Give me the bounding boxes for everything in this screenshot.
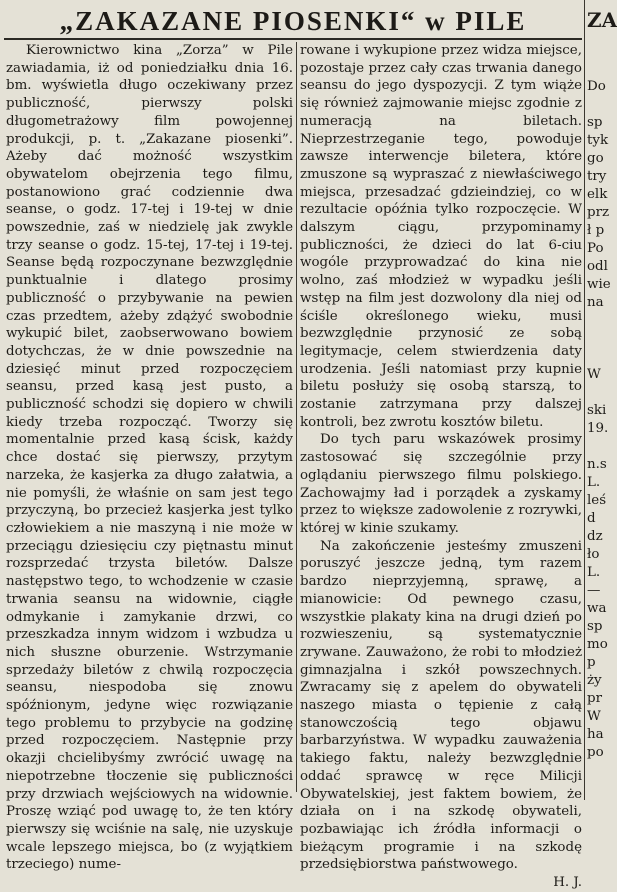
adjacent-line-fragment: sp bbox=[587, 619, 603, 634]
adjacent-line-fragment: n.s bbox=[587, 457, 607, 472]
adjacent-line-fragment: leś bbox=[587, 493, 607, 508]
adjacent-line-fragment bbox=[587, 96, 617, 114]
adjacent-line-fragment: odl bbox=[587, 259, 608, 274]
adjacent-line-fragment: ha bbox=[587, 727, 604, 742]
adjacent-line-fragment: sp bbox=[587, 115, 603, 130]
headline-rule bbox=[4, 38, 582, 40]
adjacent-line-fragment bbox=[587, 330, 617, 348]
adjacent-line-fragment: L. bbox=[587, 475, 601, 490]
article-headline: „ZAKAZANE PIOSENKI“ w PILE bbox=[59, 6, 527, 36]
article-paragraph: rowane i wykupione przez widza miejsce, pozostaje przez cały czas trwania danego seansu do jego dyspozycji. Z tym wiąże się również zajmowanie miejsc zgodnie z numeracją na biletach. Nieprzestrzeganie tego, powoduje zawsze interwencje biletera, które zmuszone są wypraszać z niewłaściwego miejsca, przesadzać gdzieindziej, co w rezultacie opóźnia tylko rozpoczęcie. W dalszym ciągu, przypominamy publiczności, że dzieci do lat 6-ciu wogóle przyprowadzać do kina nie wolno, zaś młodzież w wypadku jeśli wstęp na film jest dozwolony dla niej od ściśle określonego wieku, musi bezwzględnie przynosić ze sobą legitymacje, celem stwierdzenia daty urodzenia. Jeśli natomiast przy kupnie biletu posłuży się osobą starszą, to zostanie zatrzymana przy dalszej kontroli, bez zwrotu kosztów biletu. bbox=[300, 43, 582, 430]
adjacent-line-fragment bbox=[587, 438, 617, 456]
adjacent-line-fragment: p bbox=[587, 655, 596, 670]
adjacent-line-fragment: Po bbox=[587, 241, 604, 256]
adjacent-line-fragment: ł p bbox=[587, 223, 605, 238]
adjacent-line-fragment: dz bbox=[587, 529, 603, 544]
adjacent-line-fragment: ski bbox=[587, 403, 607, 418]
article-column-right bbox=[300, 42, 582, 891]
adjacent-line-fragment: 19. bbox=[587, 421, 609, 436]
article-paragraph: Na zakończenie jesteśmy zmuszeni poruszyć jeszcze jedną, tym razem bardzo nieprzyjemną, sprawę, a mianowicie: Od pewnego czasu, wszystkie plakaty kina na drugi dzień po rozwieszeniu, są systematycznie zrywane. Zauważono, że robi to młodzież gimnazjalna i szkół powszechnych. Zwracamy się z apelem do obywateli naszego miasta o tępienie z całą stanowczością tego objawu barbarzyństwa. W wypadku zauważenia takiego faktu, należy bezwzględnie oddać sprawcę w ręce Milicji Obywatelskiej, jest faktem bowiem, że działa on i na szkodę obywateli, pozbawiając ich źródła informacji o bieżącym programie i na szkodę przedsiębiorstwa państwowego. bbox=[300, 538, 582, 873]
adjacent-line-fragment: d bbox=[587, 511, 596, 526]
adjacent-line-fragment: tyk bbox=[587, 133, 609, 148]
adjacent-line-fragment: Do bbox=[587, 79, 606, 94]
adjacent-headline-fragment: ZA bbox=[587, 8, 617, 32]
adjacent-line-fragment: wa bbox=[587, 601, 607, 616]
adjacent-line-fragment: L. bbox=[587, 565, 601, 580]
adjacent-lines bbox=[587, 78, 617, 762]
adjacent-line-fragment bbox=[587, 384, 617, 402]
adjacent-line-fragment: try bbox=[587, 169, 607, 184]
adjacent-line-fragment: prz bbox=[587, 205, 610, 220]
article-paragraph: Do tych paru wskazówek prosimy zastosować się szczególnie przy oglądaniu pierwszego filmu polskiego. Zachowajmy ład i porządek a zyskamy przez to większe zadowolenie z rozrywki, której w kinie szukamy. bbox=[300, 432, 582, 536]
adjacent-column-fragment bbox=[587, 6, 617, 800]
adjacent-line-fragment: — bbox=[587, 583, 601, 598]
adjacent-line-fragment: na bbox=[587, 295, 604, 310]
page-edge-divider bbox=[584, 0, 585, 800]
adjacent-line-fragment: W bbox=[587, 709, 601, 724]
adjacent-line-fragment: wie bbox=[587, 277, 611, 292]
adjacent-line-fragment: W bbox=[587, 367, 601, 382]
adjacent-line-fragment: elk bbox=[587, 187, 608, 202]
column-divider bbox=[296, 42, 297, 792]
article-signature: H. J. bbox=[553, 875, 582, 891]
adjacent-line-fragment bbox=[587, 348, 617, 366]
article-paragraph: Kierownictwo kina „Zorza” w Pile zawiadamia, iż od poniedziałku dnia 16. bm. wyświetla długo oczekiwany przez publiczność, pierwszy polski długometrażowy film powojennej produkcji, p. t. „Zakazane piosenki”. Ażeby dać możność wszystkim obywatelom obejrzenia tego filmu, postanowiono grać codziennie dwa seanse, o godz. 17-tej i 19-tej w dnie powszednie, zaś w niedzielę jak zwykle trzy seanse o godz. 15-tej, 17-tej i 19-tej. Seanse będą rozpoczynane bezwzględnie punktualnie i dlatego prosimy publiczność o przybywanie na pewien czas przedtem, ażeby zdążyć swobodnie wykupić bilet, zaobserwowano bowiem dotychczas, że w dnie powszednie na dziesięć minut przed rozpoczęciem seansu, przed kasą jest pusto, a publiczność schodzi się dopiero w chwili kiedy trzeba rozpocząć. Tworzy się momentalnie przed kasą ścisk, każdy chce dostać się pierwszy, przytym narzeka, że kasjerka za długo załatwia, a nie pomyśli, że właśnie on sam jest tego przyczyną, bo przecież kasjerka jest tylko człowiekiem a nie maszyną i nie może w przeciągu dziesięciu czy piętnastu minut rozsprzedać trzysta biletów. Dalsze następstwo tego, to wchodzenie w czasie trwania seansu na widownie, ciągłe odmykanie i zamykanie drzwi, co przeszkadza innym widzom i wzbudza u nich słuszne oburzenie. Wstrzymanie sprzedaży biletów z chwilą rozpoczęcia seansu, niespodoba się znowu spóźnionym, jedyne więc rozwiązanie tego problemu to przybycie na godzinę przed rozpoczęciem. Następnie przy okazji chcielibyśmy zwrócić uwagę na niepotrzebne tłoczenie się publiczności przy drzwiach wejściowych na widownie. Proszę wziąć pod uwagę to, że ten który pierwszy się wciśnie na salę, nie uzyskuje wcale lepszego miejsca, bo (z wyjątkiem trzeciego) nume- bbox=[6, 43, 293, 873]
adjacent-line-fragment: po bbox=[587, 745, 604, 760]
adjacent-line-fragment bbox=[587, 312, 617, 330]
adjacent-line-fragment: ży bbox=[587, 673, 602, 688]
article-column-left bbox=[6, 42, 293, 873]
adjacent-line-fragment: mo bbox=[587, 637, 608, 652]
adjacent-line-fragment: pr bbox=[587, 691, 602, 706]
adjacent-line-fragment: ło bbox=[587, 547, 600, 562]
adjacent-line-fragment: go bbox=[587, 151, 604, 166]
